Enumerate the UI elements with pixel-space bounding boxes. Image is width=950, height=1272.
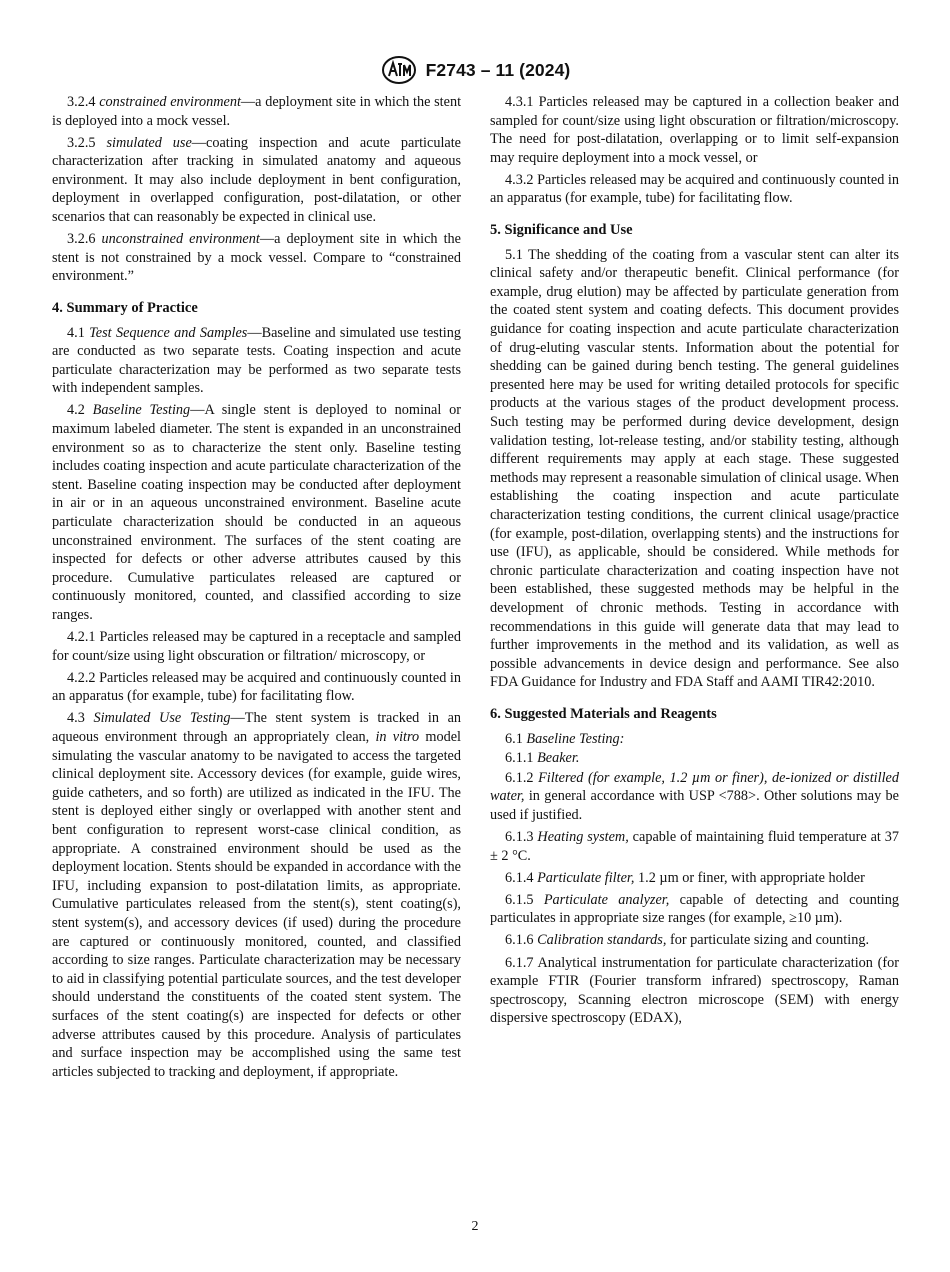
astm-logo-icon	[380, 55, 418, 85]
paragraph-3-2-5: 3.2.5 simulated use—coating inspection and acute particulate characterization after tracking in simulated anatomy and aqueous environment. It may also include deployment in bent configuration, deployment in overlapped configuration, post-dilatation, or other scenarios that can reasonably be expected in clinical use.	[52, 134, 462, 226]
right-column	[490, 93, 899, 1031]
paragraph-6-1-3: 6.1.3 Heating system, capable of maintaining fluid temperature at 37 ± 2 °C.	[490, 828, 900, 864]
page-header	[0, 54, 950, 86]
paragraph-6-1-7: 6.1.7 Analytical instrumentation for particulate characterization (for example FTIR (Fourier transform infrared) spectroscopy, Raman spectroscopy, Scanning electron microscope (SEM) with energy dispersive spectroscopy (EDAX),	[490, 954, 899, 1027]
paragraph-6-1-4: 6.1.4 Particulate filter, 1.2 µm or finer, with appropriate holder	[505, 869, 865, 886]
paragraph-6-1: 6.1 Baseline Testing:	[505, 730, 625, 747]
paragraph-4-2-2: 4.2.2 Particles released may be acquired and continuously counted in an apparatus (for example, tube) for facilitating flow.	[52, 669, 462, 705]
paragraph-6-1-1: 6.1.1 Beaker.	[505, 750, 580, 767]
paragraph-6-1-5: 6.1.5 Particulate analyzer, capable of detecting and counting particulates in appropriate size ranges (for example, ≥10 µm).	[490, 891, 899, 927]
paragraph-5-1: 5.1 The shedding of the coating from a vascular stent can alter its clinical safety and/or therapeutic benefit. Clinical performance (for example, drug elution) may be affected by particulate generation from the coated stent system and coating defects. This document provides guidance for coating inspection and acute particulate characterization of drug-eluting vascular stents. Information about the potential for shedding can be gained during bench testing. The general guidelines presented here may be used for writing detailed protocols for specific products at the various stages of the product development process. Such testing may be performed during device development, design validation testing, lot-release testing, and/or stability testing, although different requirements may apply at each stage. These suggested methods may represent a reasonable simulation of clinical usage. When establishing the coating inspection and acute particulate characterization testing conditions, the current clinical usage/practice (for example, post-dilation, overlapping stents) and the instructions for use (IFU), as applicable, should be considered. While methods for chronic particulate characterization and coating inspection have not been established, these suggested methods may be helpful in the development of chronic methods. Testing in accordance with recommendations in this guide will generate data that may lead to further improvements in the method and its validation, as well as possible advancements in device design and performance. See also FDA Guidance for Industry and FDA Staff and AAMI TIR42:2010.	[490, 246, 900, 691]
paragraph-4-3: 4.3 Simulated Use Testing—The stent system is tracked in an aqueous environment through an appropriately clean, in vitro model simulating the vascular anatomy to be navigated to access the targeted clinical deployment site. Accessory devices (for example, guide wires, guide catheters, and so forth) are utilized as indicated in the IFU. The stent is deployed either singly or overlapped with another stent and bent configuration to represent worst-case clinical condition, as appropriate. A constrained environment should be used as the deployment location. Stents should be expanded in accordance with the IFU, including expansion to post-dilatation limits, as appropriate. Cumulative particulates released from the stent(s), stent coating(s), stent system(s), and accessory devices (if used) during the procedure are captured or continuously monitored, counted, and classified according to size ranges. Particulate characterization may be necessary to aid in classifying potential particulate sources, and the test developer should understand the constituents of the coated stent system. The surfaces of the stent coating(s) are inspected for defects or other adverse attributes caused by this procedure. Analysis of particulates and surface inspection may be accomplished using the same test articles subjected to tracking and deployment, if appropriate.	[52, 710, 462, 1080]
left-column	[52, 93, 461, 1085]
paragraph-4-3-2: 4.3.2 Particles released may be acquired and continuously counted in an apparatus (for example, tube) for facilitating flow.	[490, 171, 900, 207]
page-number: 2	[471, 1219, 479, 1234]
paragraph-4-3-1: 4.3.1 Particles released may be captured in a collection beaker and sampled for count/size using light obscuration or filtration/microscopy. The need for post-dilatation, overlapping or to limit self-expansion may require deployment into a mock vessel, or	[490, 94, 900, 166]
paragraph-4-2: 4.2 Baseline Testing—A single stent is deployed to nominal or maximum labeled diameter. The stent is expanded in an unconstrained environment so as to characterize the stent only. Baseline testing includes coating inspection and acute particulate characterization of the stent. Baseline coating inspection may be conducted after deployment in air or in an aqueous unconstrained environment. Baseline acute particulate characterization should be conducted in an aqueous unconstrained environment. The surfaces of the stent coating are inspected for defects or other adverse attributes caused by this procedure. Cumulative particulates released are captured or continuously monitored, counted, and classified according to size ranges.	[52, 402, 462, 623]
paragraph-3-2-6: 3.2.6 unconstrained environment—a deployment site in which the stent is not constrained by a mock vessel. Compare to “constrained environment.”	[52, 231, 461, 285]
section-heading-4: 4. Summary of Practice	[52, 299, 198, 316]
paragraph-4-2-1: 4.2.1 Particles released may be captured in a receptacle and sampled for count/size using light obscuration or filtration/ microscopy, or	[52, 629, 461, 664]
paragraph-4-1: 4.1 Test Sequence and Samples—Baseline and simulated use testing are conducted as two separate tests. Coating inspection and acute particulate characterization may be performed as two separate tests with independent samples.	[52, 324, 462, 397]
section-heading-5: 5. Significance and Use	[490, 222, 633, 239]
document-designation: F2743 – 11 (2024)	[425, 59, 571, 80]
section-heading-6: 6. Suggested Materials and Reagents	[490, 705, 717, 722]
paragraph-3-2-4: 3.2.4 constrained environment—a deployment site in which the stent is deployed into a mock vessel.	[52, 94, 462, 129]
paragraph-6-1-6: 6.1.6 Calibration standards, for particulate sizing and counting.	[505, 932, 870, 949]
paragraph-6-1-2: 6.1.2 Filtered (for example, 1.2 µm or finer), de-ionized or distilled water, in general accordance with USP <788>. Other solutions may be used if justified.	[490, 769, 900, 823]
